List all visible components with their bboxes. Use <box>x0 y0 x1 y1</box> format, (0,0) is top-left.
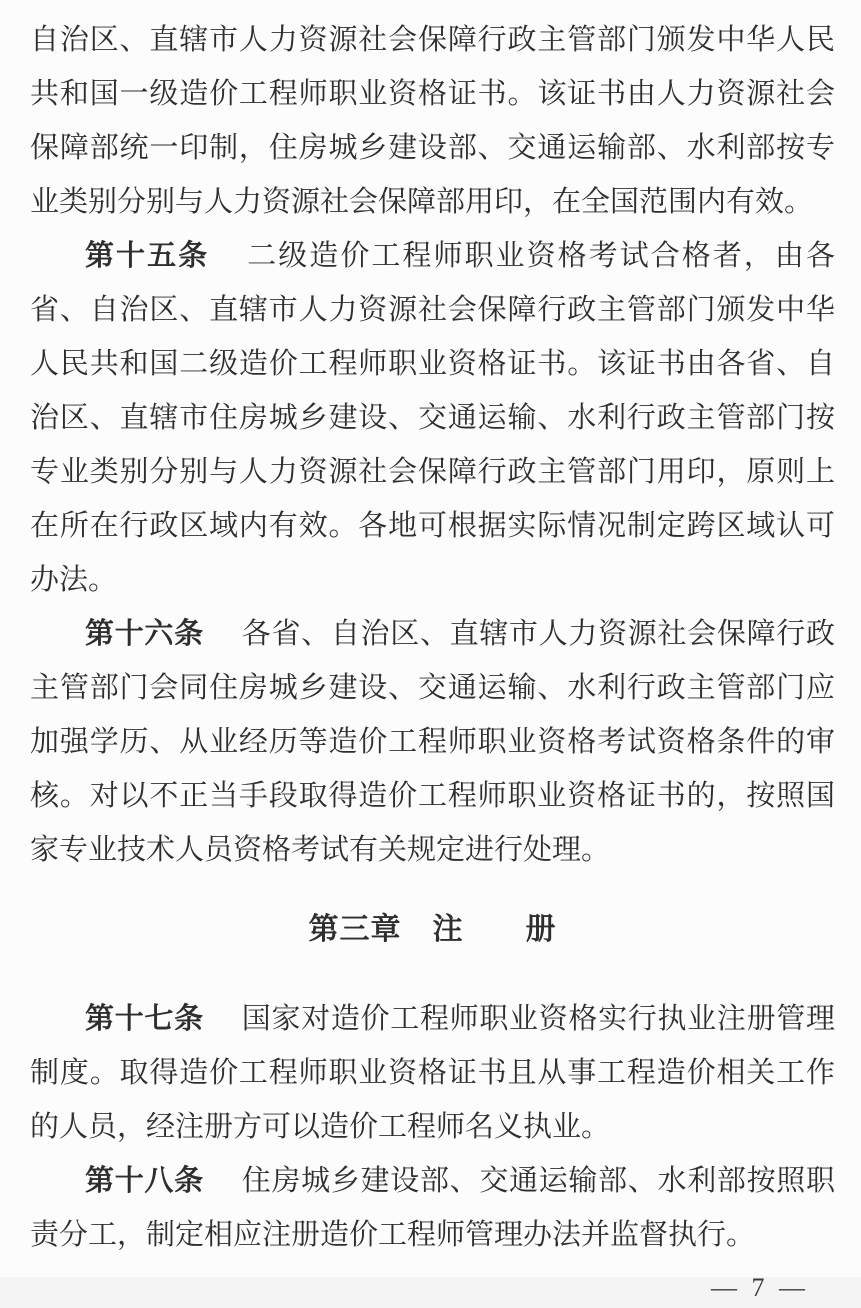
article-15-paragraph <box>30 229 835 607</box>
article-15-number: 第十五条 <box>85 240 210 272</box>
article-15-text: 二级造价工程师职业资格考试合格者，由各省、自治区、直辖市人力资源社会保障行政主管部门颁发中华人民共和国二级造价工程师职业资格证书。该证书由各省、自治区、直辖市住房城乡建设、交通运输、水利行政主管部门按专业类别分别与人力资源社会保障行政主管部门用印，原则上在所在行政区域内有效。各地可根据实际情况制定跨区域认可办法。 <box>30 240 835 596</box>
article-18-paragraph <box>30 1154 835 1262</box>
chapter-heading: 第三章 注 册 <box>308 913 557 946</box>
article-16-number: 第十六条 <box>85 618 204 650</box>
article-17-paragraph <box>30 992 835 1154</box>
article-16-text: 各省、自治区、直辖市人力资源社会保障行政主管部门会同住房城乡建设、交通运输、水利行政主管部门应加强学历、从业经历等造价工程师职业资格考试资格条件的审核。对以不正当手段取得造价工程师职业资格证书的，按照国家专业技术人员资格考试有关规定进行处理。 <box>30 618 835 866</box>
page-number: — 7 — <box>711 1273 809 1302</box>
article-18-text: 住房城乡建设部、交通运输部、水利部按照职责分工，制定相应注册造价工程师管理办法并监督执行。 <box>30 1165 835 1251</box>
article-18-number: 第十八条 <box>85 1165 204 1197</box>
article-17-text: 国家对造价工程师职业资格实行执业注册管理制度。取得造价工程师职业资格证书且从事工程造价相关工作的人员，经注册方可以造价工程师名义执业。 <box>30 1003 835 1143</box>
continued-paragraph: 自治区、直辖市人力资源社会保障行政主管部门颁发中华人民共和国一级造价工程师职业资格证书。该证书由人力资源社会保障部统一印制，住房城乡建设部、交通运输部、水利部按专业类别分别与人力资源社会保障部用印，在全国范围内有效。 <box>30 24 835 218</box>
article-16-paragraph <box>30 607 835 877</box>
article-17-number: 第十七条 <box>85 1003 204 1035</box>
